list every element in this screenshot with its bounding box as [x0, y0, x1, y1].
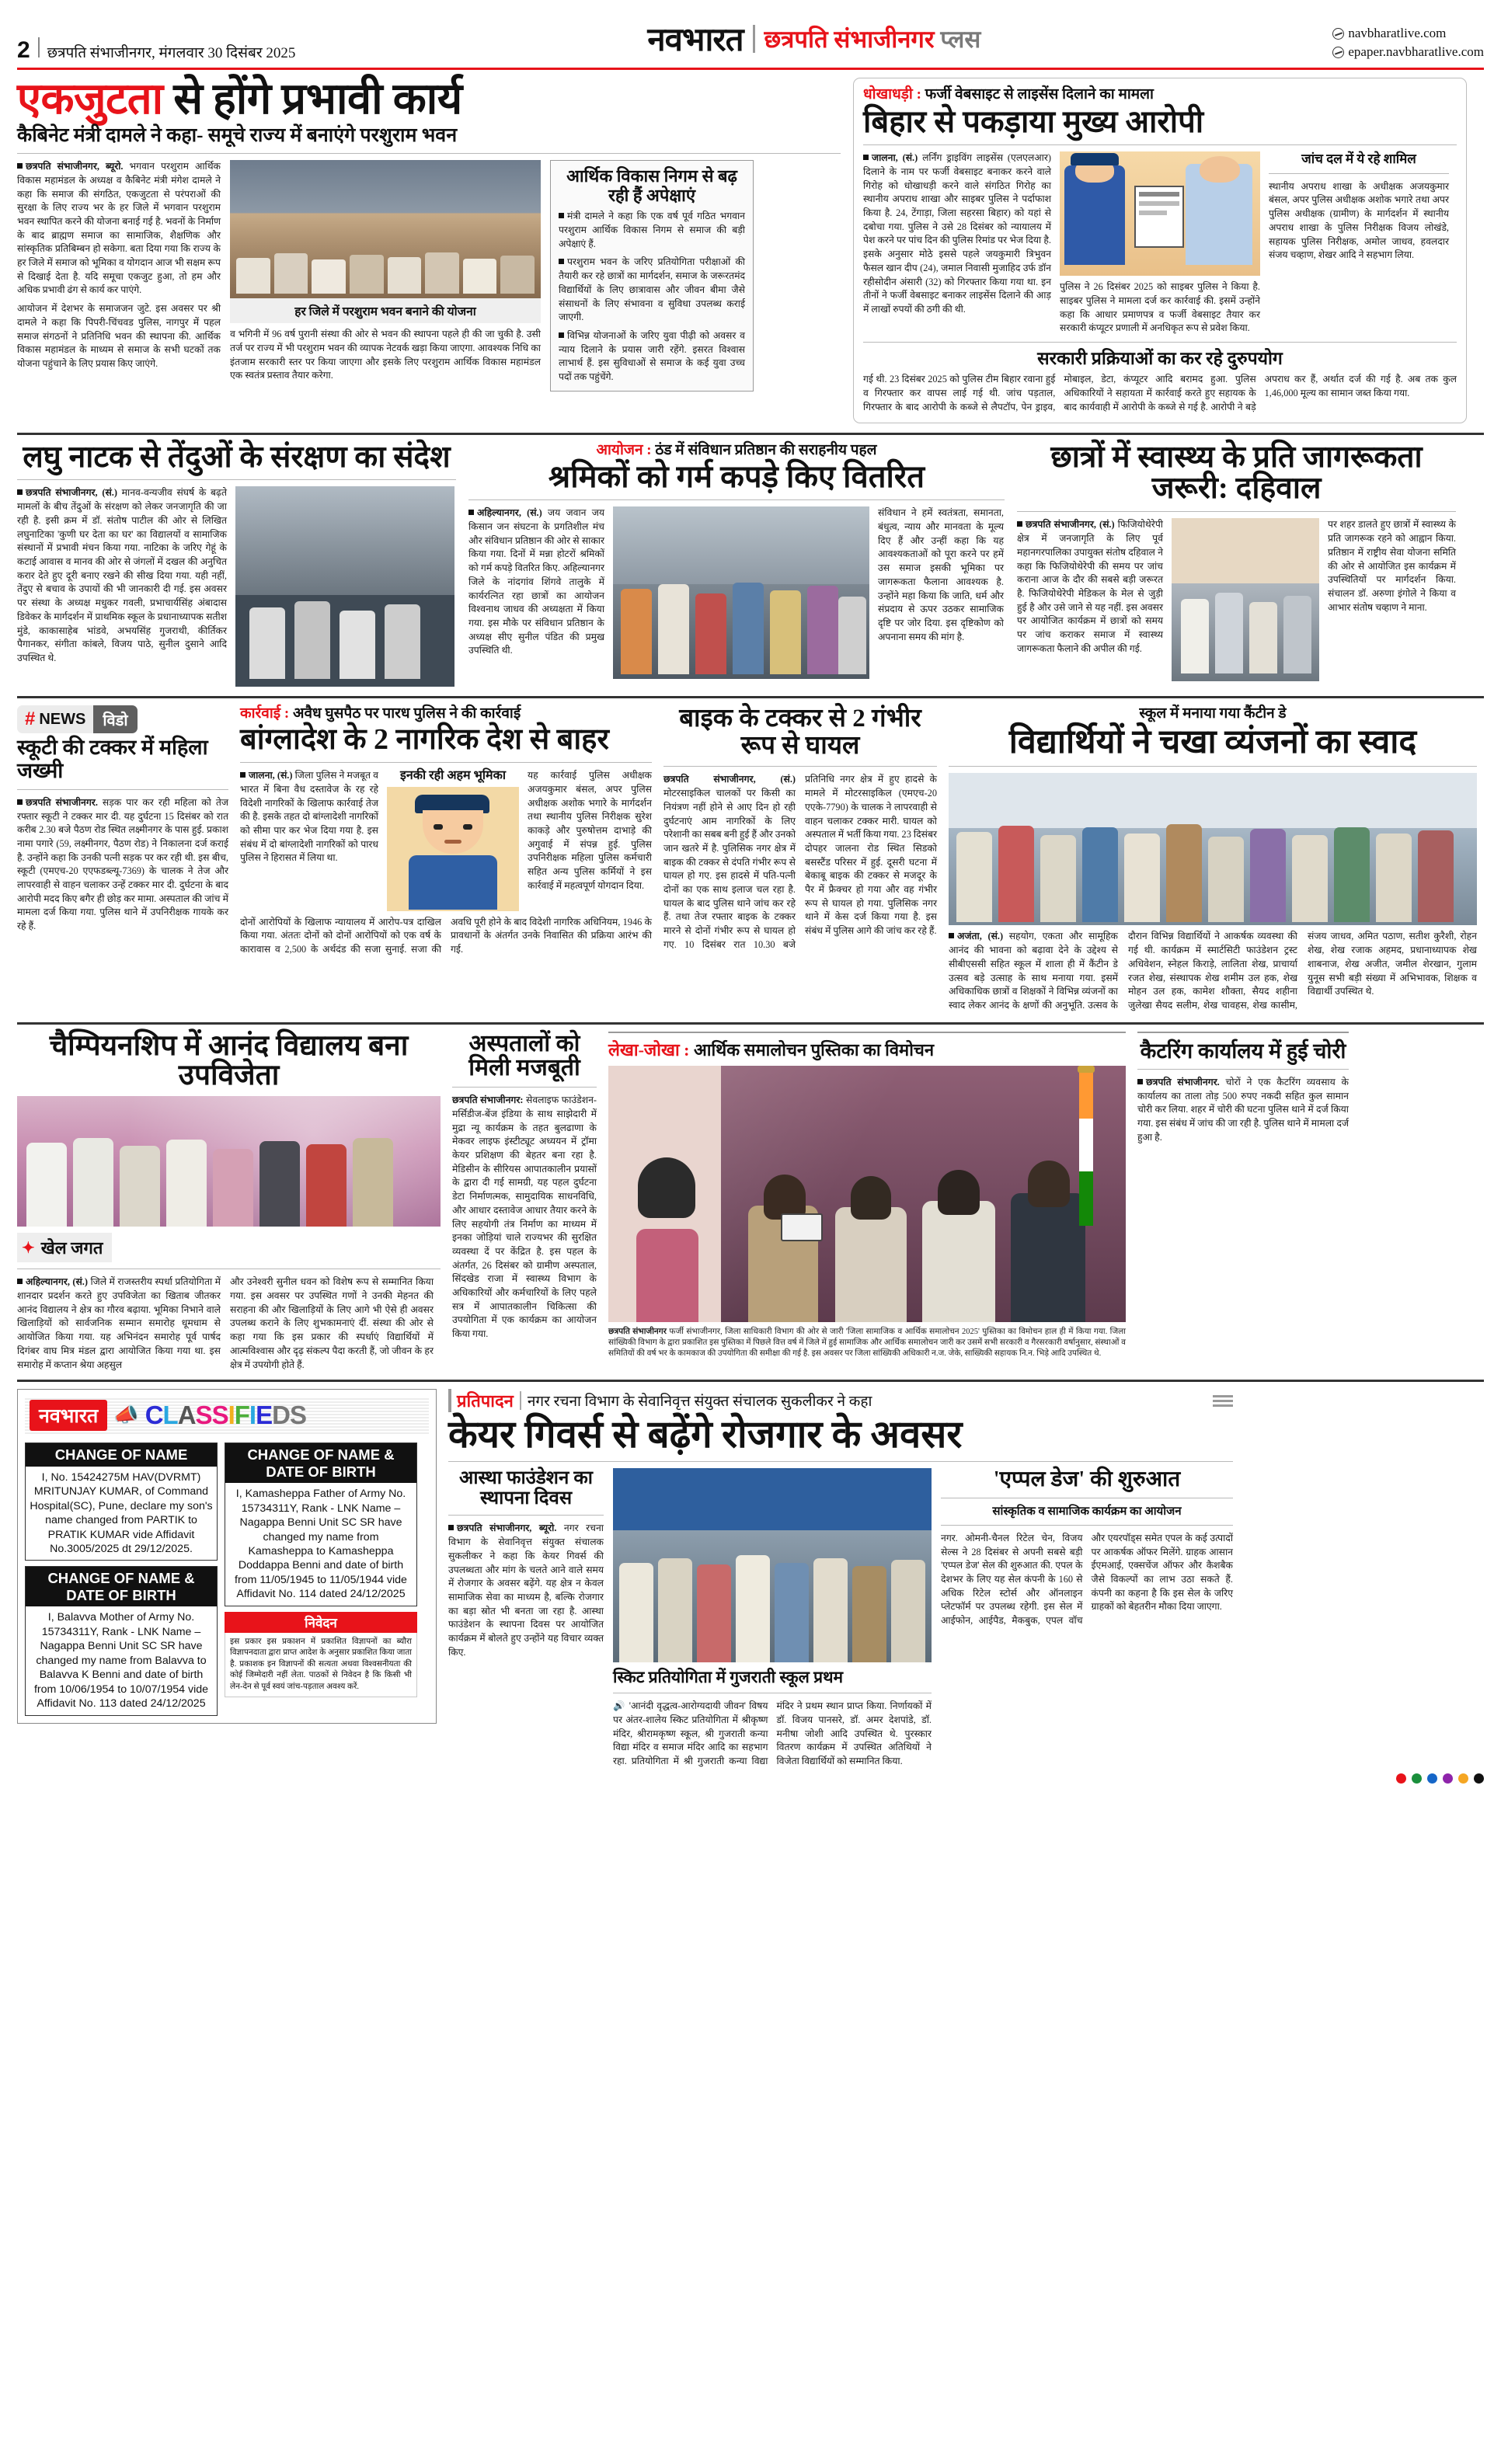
- news-video-badge[interactable]: [17, 705, 138, 733]
- bullet-icon: [17, 1279, 23, 1284]
- classifieds-title: CLASSIFIEDS: [145, 1401, 306, 1430]
- sports-section-badge[interactable]: ✦ खेल जगत: [17, 1233, 112, 1262]
- divider: [17, 479, 456, 480]
- reg-dot: [1443, 1773, 1453, 1784]
- caregivers-content: [448, 1468, 1233, 1769]
- caregivers-body: छत्रपति संभाजीनगर, ब्यूरो. नगर रचना विभाग के सेवानिवृत्त संयुक्त संचालक सुकलीकर ने कहा कि केयर गिवर्स की उपलब्धता और मांग के चलते आने वाले समय में रोजगार के अवसर बढ़ेंगे. यह क्षेत्र न केवल सामाजिक सेवा का माध्यम है, बल्कि रोजगार का बड़ा स्रोत भी बनता जा रहा है. आस्था फाउंडेशन के स्थापना दिवस पर आयोजित कार्यक्रम में बोलते हुए उन्होंने यह विचार व्यक्त किए.: [448, 1523, 604, 1658]
- fraud-second-headline: सरकारी प्रक्रियाओं का कर रहे दुरुपयोग: [1037, 349, 1283, 368]
- story-bike: [663, 705, 937, 1012]
- nivedan-title: निवेदन: [225, 1612, 417, 1633]
- classifieds-col-2: [225, 1437, 417, 1715]
- bangladesh-sidebar-title: इनकी रही अहम भूमिका: [399, 769, 507, 783]
- divider: [608, 1032, 1126, 1033]
- lead-photo-caption: हर जिले में परशुराम भवन बनाने की योजना: [230, 298, 541, 323]
- classified-ad-title: CHANGE OF NAME & DATE OF BIRTH: [26, 1567, 217, 1606]
- workers-kicker: [468, 442, 1005, 460]
- students-health-headline: छात्रों में स्वास्थ्य के प्रति जागरूकता जरूरी: दहिवाल: [1050, 440, 1423, 506]
- band-divider: [17, 1380, 1484, 1382]
- bullet-icon: [559, 259, 564, 264]
- bangladesh-illustration: [387, 787, 519, 911]
- championship-headline: चैम्पियनशिप में आनंद विद्यालय बना उपविजेता: [49, 1029, 409, 1092]
- right-rail-fourth: [1137, 1032, 1349, 1373]
- nivedan-block: [225, 1612, 417, 1697]
- trophy-icon: ✦: [22, 1239, 35, 1257]
- championship-body-2: और उनेश्वरी सुनील धवन को विशेष रूप से सम्मानित किया गया. इस अवसर पर उपस्थित गणों ने उनकी मेहनत की सराहना की और खिलाड़ियों के लिए आगे भी ऐसे ही अवसर उपलब्ध कराने के लिए शुभकामनाएं दीं. संस्था की ओर से कहा गया कि इस प्रकार की स्पर्धाएं विद्यार्थियों में आत्मविश्वास और दृढ़ संकल्प पैदा करती हैं, जो जीवन के हर क्षेत्र में उपयोगी होते हैं.: [230, 1276, 434, 1370]
- top-band: [17, 75, 1484, 423]
- bangladesh-byline: जालना, (सं.): [249, 770, 293, 781]
- leopard-headline: लघु नाटक से तेंदुओं के संरक्षण का संदेश: [23, 440, 451, 474]
- lead-photo-col: [230, 160, 541, 392]
- bullet-icon: [949, 933, 954, 938]
- economic-kicker-red: लेखा-जोखा :: [608, 1039, 694, 1060]
- globe-icon: [1332, 28, 1344, 40]
- classifieds-columns: [25, 1437, 429, 1715]
- lead-body-text-1: भगवान परशुराम आर्थिक विकास महामंडल के अध्यक्ष व कैबिनेट मंत्री मंगेश दामले ने कहा कि समाज की संगठित, एकजुटता से परंपराओं की सुरक्षा के लिए राज्य भर के हर जिले में भगवान परशुराम भवन स्थापित करने की योजना बनाई गई है. भवनों के निर्माण के बाद ब्राह्मण समाज का सामाजिक, शैक्षणिक और सांस्कृतिक प्रतिबिम्बन हो सकेगा. बता दिया गया कि राज्य के हर जिले में समाज को भूमिका व योगदान आज भी सक्षम रूप से दिखाई देता है. यदि समूचा एकजुट हुआ, तो हम और अधिक प्रभावी ढंग से कार्य कर पाएंगे.: [17, 161, 221, 296]
- caregivers-kicker-row: [448, 1389, 1233, 1412]
- catering-body: छत्रपति संभाजीनगर. चोरों ने एक कैटरिंग व्यवसाय के कार्यालय का ताला तोड़ 500 रुपए नकदी सहित कुल सामान चोरी कर लिया. शहर में चोरी की घटना पुलिस थाने में दर्ज किया गया. इस संबंध में जांच की जा रही है. पुलिस थाने में मामला दर्ज हुआ है.: [1137, 1076, 1349, 1143]
- globe-icon: [1332, 47, 1344, 58]
- brand-logo: नवभारत: [647, 23, 744, 58]
- fraud-sidebar-body: स्थानीय अपराध शाखा के अधीक्षक अजयकुमार बंसल, अपर पुलिस अधीक्षक अशोक भगारे तथा अपर पुलिस अधीक्षक (ग्रामीण) के मार्गदर्शन में स्थानीय अपराध शाखा के पुलिस निरीक्षक विजय लोखंडे, सहायक पुलिस निरीक्षक, अमोल जाधव, हवलदार संजय चव्हाण, शेखर आदि ने सहभाग लिया.: [1269, 180, 1449, 261]
- divider: [1269, 173, 1449, 174]
- fraud-body-2: पुलिस ने 26 दिसंबर 2025 को साइबर पुलिस ने किया है. साइबर पुलिस ने मामला दर्ज कर कार्रवाई की. इसमें उन्होंने कहा कि आधार प्रमाणपत्र व फर्जी वेबसाइट तैयार कर सरकारी कंप्यूटर प्रणाली में अनधिकृत रूप से प्रवेश किया.: [1060, 281, 1260, 334]
- championship-byline: अहिल्यानगर, (सं.): [26, 1276, 88, 1288]
- divider: [448, 1515, 604, 1516]
- lead-sidebar-title: आर्थिक विकास निगम से बढ़ रही हैं अपेक्षाएं: [566, 166, 737, 205]
- hospitals-body: छत्रपति संभाजीनगर: सेवलाइफ फाउंडेशन-मर्सिडीज-बेंज इंडिया के साथ साझेदारी में मुद्रा न्यू कार्यक्रम के तहत बुलढाणा के मेकवर लाइफ इंस्टीट्यूट अध्ययन में ट्रॉमा केयर प्रशिक्षण की बेहतर बना रहा है. मेडिसीन के सीरियस आपातकालीन प्रयासों के द्वारा दी गई सामग्री, यह पहल दुर्घटना डेटा निर्माणत्मक, सामुदायिक साधनविधि, और आधार दस्तावेज आधार तैयार करने के लिए सहयोगी तंत्र निर्माण का माध्यम में इनका जोड़ियां चाले राज्यभर की सुरक्षित व्यवस्था दें पर केंद्रित है. इस पहल के अंतर्गत, 26 दिसंबर को ग्रामीण अस्पताल, सिंदखेड राजा में स्वास्थ्य विभाग के अधिकारियों और कर्मचारियों के लिए पहले सत्र में आपातकालीन चिकित्सा की उपयोगिता में एक कार्यक्रम का आयोजन किया गया.: [452, 1095, 597, 1340]
- divider: [1017, 511, 1456, 512]
- leopard-body: छत्रपति संभाजीनगर, (सं.) मानव-वन्यजीव संघर्ष के बढ़ते मामलों के बीच तेंदुओं के संरक्षण को लेकर जनजागृति की जा रही है. इसी क्रम में डॉ. संतोष पाटील की ओर से लिखित लघुनाटिका 'कुणी घर देता का घर' का विद्यालयों व सामाजिक संस्थानों में प्रभावी मंचन किया गया. नाटिका के जरिए गेहूं के कटाई आवास व मानव की ओर से जंगलों में दखल की अनुचित करार देते हुए दूरी बनाए रखने की सीख दिया गया. यही नहीं, तेंदुए से बचाव के उपायों की भी जानकारी दी गई. इस अवसर पर संस्था के अध्यक्ष मधुकर गवली, प्रभाचार्यसिंह अंबादास डिवेकर के मार्गदर्शन में प्राथमिक स्कूल के प्रधानाध्यापक सतीश मुंडे, काकासाहेब भांडवे, अभयसिंह गुजराथी, कीर्तिकर पैगानकर, संगीता कांबले, विजय पाठे, सुनील दुसाने आदि उपस्थित थे.: [17, 487, 227, 663]
- fraud-content: [863, 151, 1457, 336]
- economic-kicker: [608, 1040, 1126, 1060]
- lead-story: [17, 75, 841, 423]
- canteen-kicker: स्कूल में मनाया गया कैंटीन डे: [1139, 705, 1287, 722]
- workers-kicker-rest: ठंड में संविधान प्रतिष्ठान की सराहनीय पहल: [655, 441, 877, 458]
- divider: [949, 766, 1477, 767]
- fraud-kicker-rest: फर्जी वेबसाइट से लाइसेंस दिलाने का मामला: [925, 86, 1154, 103]
- story-economic-review: [608, 1032, 1126, 1373]
- caregivers-photo-col: [613, 1468, 932, 1769]
- nivedan-body: इस प्रकार इस प्रकाशन में प्रकाशित विज्ञापनों का ब्यौरा विज्ञापनदाता द्वारा प्राप्त आदेश के अनुसार प्रकाशित किया जाता है. प्रकाशक इन विज्ञापनों की सत्यता अथवा विश्वसनीयता की कोई जिम्मेदारी नहीं लेता. पाठकों से निवेदन है कि किसी भी लेन-देन से पूर्व स्वयं जांच-पड़ताल अवश्य करें.: [225, 1633, 417, 1697]
- classifieds-header: [25, 1397, 429, 1434]
- bangladesh-col-2: [528, 769, 652, 910]
- hash-icon: #: [25, 708, 36, 730]
- classifieds-col-1: [25, 1437, 218, 1715]
- classified-ad-title: CHANGE OF NAME: [26, 1443, 217, 1466]
- students-health-col-2: [1328, 518, 1456, 681]
- lead-col-1: [17, 160, 221, 392]
- bullet-icon: [240, 772, 246, 778]
- canteen-headline: विद्यार्थियों ने चखा व्यंजनों का स्वाद: [1008, 724, 1417, 761]
- fourth-band: [17, 1029, 1484, 1373]
- masthead-left: [17, 37, 295, 62]
- bangladesh-sidebar-body: यह कार्रवाई पुलिस अधीक्षक अजयकुमार बंसल, अपर पुलिस अधीक्षक अशोक भगारे के मार्गदर्शन तथा स्थानीय पुलिस निरीक्षक सुरेश काकड़े और पुरुषोत्तम दाभाड़े की अगुवाई में संपन्न हुई. पुलिस उपनिरीक्षक महिला पुलिस कर्मचारी सहित अन्य पुलिस कर्मियों ने इस कार्रवाई में महत्वपूर्ण योगदान दिया.: [528, 770, 652, 891]
- lead-sidebar-item: मंत्री दामले ने कहा कि एक वर्ष पूर्व गठित भगवान परशुराम आर्थिक विकास निगम से समाज की बड़ी अपेक्षाएं हैं.: [559, 211, 745, 249]
- story-canteen: [949, 705, 1477, 1012]
- bangladesh-illustration-col: [387, 769, 519, 910]
- website-epaper[interactable]: epaper.navbharatlive.com: [1348, 44, 1484, 60]
- bangladesh-kicker-rest: अवैध घुसपैठ पर पारध पुलिस ने की कार्रवाई: [292, 705, 521, 722]
- video-badge-label: विडो: [93, 705, 137, 733]
- bangladesh-headline: बांग्लादेश के 2 नागरिक देश से बाहर: [240, 723, 609, 757]
- caregivers-col-1: [448, 1468, 604, 1769]
- story-hospitals: [452, 1032, 597, 1373]
- fraud-headline: बिहार से पकड़ाया मुख्य आरोपी: [863, 103, 1204, 139]
- divider: [452, 1087, 597, 1088]
- bullet-icon: [863, 155, 869, 160]
- lead-headline-rest: से होंगे प्रभावी कार्य: [162, 75, 462, 124]
- lead-subhead: कैबिनेट मंत्री दामले ने कहा- समूचे राज्य में बनाएंगे परशुराम भवन: [17, 125, 458, 147]
- masthead-websites: [1332, 24, 1484, 62]
- divider: [17, 153, 841, 154]
- fraud-photo-col: [1060, 151, 1260, 336]
- students-health-byline: छत्रपति संभाजीनगर, (सं.): [1026, 519, 1115, 531]
- workers-photo: [613, 506, 869, 679]
- bangladesh-body-2: दोनों आरोपियों के खिलाफ न्यायालय में आरोप-पत्र दाखिल किया गया. अंततः दोनों को दोनों आरोपियों को एक वर्ष के कारावास व 2,500 के अर्थदंड की सजा सुनाई. सजा की अवधि पूरी होने के बाद विदेशी नागरिक अधिनियम, 1946 के प्रावधानों के अंतर्गत उनके निवासित की प्रक्रिया आरंभ की गई.: [240, 916, 652, 955]
- khel-badge-wrap: [17, 1233, 441, 1262]
- masthead-divider: [38, 37, 40, 57]
- story-leopard: [17, 442, 456, 687]
- workers-kicker-red: आयोजन :: [596, 441, 656, 458]
- lead-sidebar: [550, 160, 754, 392]
- fraud-sidebar: [1269, 151, 1449, 336]
- masthead: [17, 14, 1484, 62]
- second-band: [17, 442, 1484, 687]
- lead-sidebar-item: परशुराम भवन के जरिए प्रतियोगिता परीक्षाओं की तैयारी कर रहे छात्रों का मार्गदर्शन, समाज के जरूरतमंद विद्यार्थियों के लिए छात्रावास और जीवन बीमा जैसे संसाधनों के लिए संभावना व सुविधा उपलब्ध कराई जाएगी.: [559, 256, 745, 323]
- story-bangladesh: [240, 705, 652, 1012]
- lead-body-3: व भगिनी में 96 वर्ष पुरानी संस्था की ओर से भवन की स्थापना पहले ही की जा चुकी है. उसी तर्ज पर राज्य में भी परशुराम भवन की व्यापक नेटवर्क खड़ा किया जाएगा. आवश्यक निधि का इंतजाम सरकारी स्तर पर किया जाएगा और इसके लिए परशुराम आर्थिक विकास महामंडल एक स्वतंत्र प्रस्ताव तैयार करेगा.: [230, 329, 541, 381]
- lead-body-2: आयोजन में देशभर के समाजजन जुटे. इस अवसर पर श्री दामले ने कहा कि पिपरी-चिंचवड पुलिस, नागपुर में पहल समाज संगठनों ने प्रतिनिधि भवन की स्थापना की. आर्थिक विकास महामंडल के माध्यम से समाज के सभी घटकों तक योजना पहुंचाने के लिए प्रयास किए जाएंगे.: [17, 303, 221, 369]
- band-divider: [17, 696, 1484, 698]
- page-number: 2: [17, 37, 30, 63]
- workers-headline: श्रमिकों को गर्म कपड़े किए वितरित: [548, 459, 925, 495]
- reg-dot: [1458, 1773, 1468, 1784]
- third-band: [17, 705, 1484, 1012]
- divider: [1137, 1069, 1349, 1070]
- reg-dot: [1427, 1773, 1437, 1784]
- menu-icon: [1213, 1393, 1233, 1409]
- fraud-sidebar-title: जांच दल में ये रहे शामिल: [1301, 151, 1416, 167]
- economic-photo: [608, 1066, 1126, 1322]
- bullet-icon: [448, 1525, 454, 1530]
- story-scooty: [17, 705, 228, 1012]
- lead-headline-red: एकजुटता: [17, 75, 163, 124]
- workers-content: [468, 506, 1005, 679]
- divider: [941, 1525, 1233, 1526]
- championship-photo: [17, 1096, 441, 1227]
- masthead-brand-group: [647, 16, 980, 61]
- students-health-photo: [1172, 518, 1319, 681]
- bangladesh-kicker: [240, 705, 652, 723]
- story-caregivers: [448, 1389, 1233, 1768]
- bullet-icon: [559, 213, 564, 218]
- workers-body-1: अहिल्यानगर, (सं.) जय जवान जय किसान जन संघटना के प्रगतिशील मंच और संविधान प्रतिष्ठान की ओर से साकार किया गया. दिनों में मन्ना होटरों श्रमिकों को गर्म कपड़े वितरित किए. अहिल्यानगर जिले के नांदगांव शिंगवे तालुके में कार्यरत्नित रहा छात्रों का आयोजन विश्वनाथ जाधव की अध्यक्षता में किया गया. इस मौके पर संविधान प्रतिष्ठान के अध्यक्ष सीए सुनील पंडित की प्रमुख उपस्थिति थी.: [468, 507, 604, 656]
- bike-byline: छत्रपति संभाजीनगर, (सं.): [663, 774, 796, 785]
- fraud-kicker-red: धोखाधड़ी :: [863, 86, 925, 103]
- news-badge-label: # NEWS: [17, 705, 93, 733]
- bottom-band: [17, 1389, 1484, 1768]
- classified-ad-body: I, No. 15424275M HAV(DVRMT) MRITUNJAY KUMAR, of Command Hospital(SC), Pune, declare my son's name changed from PARTIK to PRATIK KUMAR vide Affidavit No.3005/2025 dt 29/12/2025.: [30, 1470, 213, 1555]
- apple-days-headline: 'एप्पल डेज' की शुरुआत: [993, 1467, 1181, 1491]
- caregivers-photo: [613, 1468, 932, 1662]
- dateline: छत्रपति संभाजीनगर, मंगलवार 30 दिसंबर 2025: [47, 45, 296, 61]
- workers-col-1: [468, 506, 604, 679]
- catering-headline: कैटरिंग कार्यालय में हुई चोरी: [1140, 1039, 1346, 1063]
- championship-text: [17, 1276, 441, 1372]
- bangladesh-col-1: [240, 769, 378, 910]
- canteen-byline: अजंता, (सं.): [957, 931, 1004, 942]
- bullet-icon: [17, 799, 23, 805]
- economic-kicker-rest: आर्थिक समालोचन पुस्तिका का विमोचन: [693, 1039, 935, 1060]
- bike-body: छत्रपति संभाजीनगर, (सं.) मोटरसाइकिल चालकों पर किसी का नियंत्रण नहीं होने से आए दिन हो रही दुर्घटनाएं आम नागरिकों के लिए परेशानी का सबब बनी हुई हैं और उनको जान खतरे में है. पुलिसिक नगर क्षेत्र में बाइक की टक्कर से दंपति गंभीर रूप से घायल हो गए. इस हादसे में पति-पत्नी दोनों का एक साथ इलाज चल रहा है. घायल के बाद पुलिस थाने जांच कर रहे हैं. तथा तेज रफ्तार बाइक के टक्कर मारने से दोनों गंभीर रूप से घायल हो गए. 10 दिसंबर रात 10.30 बजे प्रतिनिधि नगर क्षेत्र में हुए हादसे के मामले में मोटरसाइकिल (एमएच-20 एएके-7790) के चालक ने लापरवाही से वाहन चलाकर टक्कर मारी. घायल को अस्पताल में भर्ती किया गया. 23 दिसंबर दोपहर जालना रोड स्थित सिडको बसस्टैंड परिसर में हुई. दूसरी घटना में बेकाबू बाइक की टक्कर से मजदूर के पैर में फ्रैक्चर हो गया और वह गंभीर रूप से घायल हो गया. पुलिसिक नगर थाने में केस दर्ज किया गया है. इस संबंध में पुलिस आगे की जांच कर रहे हैं.: [663, 774, 937, 950]
- caregivers-headline: केयर गिवर्स से बढ़ेंगे रोजगार के अवसर: [448, 1413, 963, 1456]
- scooty-headline: स्कूटी की टक्कर में महिला जख्मी: [17, 736, 208, 783]
- classifieds-box: [17, 1389, 437, 1723]
- divider: [240, 762, 652, 763]
- fraud-illustration: [1060, 151, 1260, 276]
- skit-body: 🔊 'आनंदी वृद्धत्व-आरोग्यदायी जीवन' विषय पर अंतर-शालेय स्किट प्रतियोगिता में श्रीकृष्ण मंदिर, श्रीरामकृष्ण स्कूल, श्री गुजराती कन्या विद्या मंदिर व समाज मंदिर आदि का सहभाग रहा. प्रतियोगिता में श्री गुजराती कन्या विद्या मंदिर ने प्रथम स्थान प्राप्त किया. निर्णायकों में डॉ. विजय पानसरे, डॉ. अमर देशपांडे, डॉ. मनीषा जोशी आदि उपस्थित थे. पुरस्कार वितरण कार्यक्रम में उपस्थित अतिथियों ने विजेता विद्यार्थियों को सम्मानित किया.: [613, 1700, 932, 1767]
- leopard-text: [17, 486, 227, 687]
- story-championship: [17, 1029, 441, 1373]
- fraud-kicker: [863, 86, 1457, 104]
- lead-headline: [17, 75, 841, 124]
- divider: [863, 342, 1457, 343]
- lead-byline: छत्रपति संभाजीनगर, ब्यूरो.: [26, 161, 124, 172]
- apple-days-body: नगर. ओमनी-चैनल रिटेल चेन, विजय सेल्स ने 28 दिसंबर से अपनी सबसे बड़ी 'एप्पल डेज' सेल की शुरुआत की. एपल के देशभर के लिए यह सेल कंपनी के 160 से अधिक रिटेल स्टोर्स और ऑनलाइन प्लेटफॉर्म पर उपलब्ध रहेगी. इस सेल में आईफोन, आईपैड, मैकबुक, एपल वॉच और एयरपॉड्स समेत एपल के कई उत्पादों पर आकर्षक ऑफर मिलेंगे. ग्राहक आसान ईएमआई, एक्सचेंज ऑफर और कैशबैक जैसे विकल्पों का लाभ उठा सकते हैं. कंपनी का कहना है कि इस सेल के जरिए ग्राहकों को बेहतरीन मौका दिया जाएगा.: [941, 1532, 1233, 1627]
- divider: [863, 144, 1457, 145]
- canteen-body: अजंता, (सं.) सहयोग, एकता और सामूहिक आनंद की भावना को बढ़ावा देने के उद्देश्य से सीबीएससी सहित स्कूल में शाला ही में कैंटीन डे उत्सव बड़े उत्साह के साथ मनाया गया. इसमें अधिकाधिक छात्रों व शिक्षकों ने विभिन्न व्यंजनों का स्वाद लेकर आनंद के क्षणों की अनुभूति. उत्सव के दौरान विभिन्न विद्यार्थियों ने आकर्षक व्यवस्था की गई थी. कार्यक्रम में स्मार्टसिटी फाउंडेशन ट्रस्ट अधिवेशन, स्नेहल किराड़े, लालिता शेख, प्राचार्या रजत शेख, संस्थापक शेख शमीम उल हक, शेख मोहन उल हक, कामेश शौक्ता, सैयद शहीना जुलेखा सैयद सलीम, शेख चावहस, शेख कासीम, संजय जाधव, अमित पठाण, सतीश कुरैशी, रोहन शेख, शेख रजाक अहमद, प्रधानाध्यापक शेख शाबनाज, शेख अजीत, जमील शेरखान, गुलाम युनूस सभी बड़ी संख्या में अभिभावक, शिक्षक व विद्यार्थी उपस्थित थे.: [949, 931, 1477, 1011]
- workers-byline: अहिल्यानगर, (सं.): [477, 507, 542, 519]
- caregivers-kicker-rest: नगर रचना विभाग के सेवानिवृत्त संयुक्त संचालक सुकलीकर ने कहा: [527, 1394, 872, 1411]
- divider: [448, 1461, 1233, 1462]
- students-health-content: [1017, 518, 1456, 681]
- story-students-health: [1017, 442, 1456, 687]
- bullet-icon: [559, 332, 564, 338]
- catering-byline: छत्रपति संभाजीनगर.: [1146, 1076, 1220, 1088]
- bangladesh-body-1: जालना, (सं.) जिला पुलिस ने मजबूत व भारत में बिना वैध दस्तावेज के रह रहे विदेशी नागरिकों के खिलाफ कार्रवाई तेज की है. इसके तहत दो बांग्लादेशी नागरिकों को सीमा पार कर भेज दिया गया है. इस संबंध में दो बांग्लादेशी नागरिकों को पारध पुलिस ने हिरासत में लिया था.: [240, 770, 378, 864]
- divider: [17, 789, 228, 790]
- hospitals-headline: अस्पतालों को मिली मजबूती: [468, 1030, 580, 1081]
- speaker-icon: 🔊: [613, 1700, 626, 1712]
- hospitals-byline: छत्रपति संभाजीनगर:: [452, 1095, 524, 1106]
- economic-caption: छत्रपति संभाजीनगर फर्जी संभाजीनगर, जिला साधिकारी विभाग की ओर से जारी 'जिला सामाजिक व आर्थिक समालोचन 2025' पुस्तिका का विमोचन हाल ही में किया गया. जिला सांख्यिकी विभाग के द्वारा प्रकाशित इस पुस्तिका में पिछले वित्त वर्ष में जिले में हुई सामाजिक और आर्थिक समालोचन जारी कर उसमें सभी सरकारी व गैरसरकारी वर्षानुसार, संस्थाओं व समितियों की वर्ष भर के कामकाज की उपयोगिता की समीक्षा की गई है. इस अवसर पर जिला सांख्यिकी अधिकारी न.ज. जेके, साख्यिकी सहायक नि.न. भिड़े आदि उपस्थित थे.: [608, 1328, 1126, 1359]
- color-registration-dots: [17, 1769, 1484, 1784]
- students-health-body-1: छत्रपति संभाजीनगर, (सं.) फिजियोथेरेपी क्षेत्र में जनजागृति के लिए पूर्व महानगरपालिका उपायुक्त संतोष दहिवाल ने कहा कि फिजियोथेरेपी की समय पर जांच कराना आज के दौर की सबसे बड़ी जरूरत है. फिजियोथेरेपी मेडिकल के मेल से जुड़ी हुई है और उसे जाने से यह नहीं. इस अवसर पर आयोजित कार्यक्रम में छात्रों को समय पर जांच कराकर समाज में स्वास्थ्य जागरूकता फैलाने की अपील की गई.: [1017, 519, 1163, 654]
- caregivers-kicker-label: प्रतिपादन: [448, 1389, 514, 1412]
- classifieds-logo: नवभारत: [30, 1400, 107, 1431]
- lead-photo: [230, 160, 541, 298]
- lead-sidebar-box: [550, 160, 754, 392]
- classified-ad-body: I, Balavva Mother of Army No. 15734311Y, Rank - LNK Name –Nagappa Benni Unit SC SR have changed my name from Balavva to Balavva K Benni and date of birth from 10/06/1954 to 10/07/1954 vide Affidavit No. 113 dated 24/12/2025: [33, 1611, 208, 1711]
- bangladesh-kicker-red: कार्रवाई :: [240, 705, 293, 722]
- bangladesh-content: [240, 769, 652, 910]
- bike-headline: बाइक के टक्कर से 2 गंभीर रूप से घायल: [679, 705, 921, 760]
- leopard-byline: छत्रपति संभाजीनगर, (सं.): [26, 487, 117, 499]
- bullet-icon: [468, 510, 474, 515]
- divider: [1137, 1032, 1349, 1033]
- apple-days-kicker: सांस्कृतिक व सामाजिक कार्यक्रम का आयोजन: [992, 1505, 1182, 1518]
- classified-ad: [25, 1443, 218, 1561]
- fraud-second-body: गई थी. 23 दिसंबर 2025 को पुलिस टीम बिहार रवाना हुई व गिरफ्तार कर वापस लाई गई थी. जांच पड़ताल, गिरफ्तार के बाद आरोपी के कब्जे से लैपटॉप, पेन ड्राइव, मोबाइल, डेटा, कंप्यूटर आदि बरामद हुआ. पुलिस अधिकारियों ने सहायता में कार्रवाई करते हुए सहायक के बाद कार्यवाही में आरोपी के कब्जे से गई है. आरोपी ने बड़े अपराध कर हैं, अर्थात दर्ज की गई है. अब तक कुल 1,46,000 मूल्य का सामान जब्त किया गया.: [863, 374, 1457, 412]
- scooty-byline: छत्रपति संभाजीनगर.: [26, 796, 98, 808]
- caregivers-subhead: आस्था फाउंडेशन का स्थापना दिवस: [459, 1467, 593, 1509]
- classified-ad: [225, 1443, 417, 1606]
- championship-body-1: अहिल्यानगर, (सं.) जिले में राजस्तरीय स्पर्धा प्रतियोगिता में शानदार प्रदर्शन करते हुए उपविजेता का खिताब जीतकर आनंद विद्यालय ने क्षेत्र का गौरव बढ़ाया. भूमिका निभाने वाले खिलाड़ियों को सार्वजनिक सम्मान समारोह धूमधाम से आयोजित किया गया. यह अभिनंदन समारोह पूर्व पार्षद दिगंबर वाघ मित्र मंडल द्वारा आयोजित किया गया था. इस समारोह में कप्तान श्रेया अहसुल: [17, 1276, 221, 1370]
- canteen-photo: [949, 773, 1477, 925]
- leopard-content: [17, 486, 456, 687]
- story-fraud: [853, 78, 1467, 423]
- reg-dot: [1412, 1773, 1422, 1784]
- divider: [663, 766, 937, 767]
- skit-headline: स्किट प्रतियोगिता में गुजराती स्कूल प्रथम: [613, 1667, 844, 1686]
- masthead-rule: [17, 68, 1484, 70]
- classified-ad-title: CHANGE OF NAME & DATE OF BIRTH: [225, 1443, 416, 1483]
- scooty-body: छत्रपति संभाजीनगर. सड़क पार कर रही महिला को तेज रफ्तार स्कूटी ने टक्कर मार दी. यह दुर्घटना 15 दिसंबर को रात करीब 2.30 बजे पैठण रोड स्थित लक्ष्मीनगर के पास हुई. प्रकाश नामा पगारे (59, लक्ष्मीनगर, पैठण रोड) ने निकालना दर्ज कराई है. उन्होंने कहा कि उनकी पत्नी सड़क पर कर रही थी. इस बीच, स्कूटी (एमएच-20 एएफडब्ल्यू-7369) के चालक ने तेज और लापरवाही से वाहन चलाकर उन्हें टक्कर मार दी. दुर्घटना के बाद आरोपी मदद किए बगैर ही छोड़ कर मामा. अस्पताल की जांच में मामला दर्ज किया गया. पुलिस थाने में उपनिरीक्षक गायके कर रहे हैं.: [17, 796, 228, 932]
- classified-ad-body: I, Kamasheppa Father of Army No. 15734311Y, Rank - LNK Name – Nagappa Benni Unit SC SR have changed my name from Kamasheppa to Kamasheppa Doddappa Benni and date of birth from 11/05/1945 to 11/05/1944 vide Affidavit No. 114 dated 24/12/2025: [235, 1488, 407, 1601]
- fraud-byline: जालना, (सं.): [872, 152, 918, 164]
- reg-dot: [1396, 1773, 1406, 1784]
- bullet-icon: [1137, 1079, 1143, 1084]
- bullet-icon: [17, 163, 23, 169]
- workers-col-2: [878, 506, 1004, 679]
- lead-content: [17, 160, 841, 392]
- classifieds: [17, 1389, 437, 1768]
- brand-divider: [753, 25, 755, 53]
- fraud-col-1: [863, 151, 1051, 336]
- website-main[interactable]: navbharatlive.com: [1348, 25, 1447, 40]
- divider: [468, 499, 1005, 500]
- reg-dot: [1474, 1773, 1484, 1784]
- lead-body-1: [17, 160, 221, 298]
- economic-photo-tag: छत्रपति संभाजीनगर: [608, 1328, 667, 1337]
- leopard-photo: [235, 486, 454, 687]
- band-divider: [17, 1022, 1484, 1025]
- story-workers: [468, 442, 1005, 687]
- fraud-body-1: जालना, (सं.) लर्निंग ड्राइविंग लाइसेंस (एलएलआर) दिलाने के नाम पर फर्जी वेबसाइट बनाकर करने वाले गिरोह को धोखाधड़ी करने वाले संगठित गिरोह का स्थानीय अपराध शाखा और साइबर पुलिस ने पर्दाफाश किया है. 24, टेंगाड़ा, जिला सहरसा बिहार) को यहां से दबोचा गया. पुलिस ने उसे 28 दिसंबर को न्यायालय में पेश करने पर पांच दिन की पुलिस रिमांड पर भेज दिया है. इसके अनुसार मोठे इससे पहले जयकुमारी त्रिभुवन फैसल खान दीप (24), जमाल निवासी मुजाहिद उर्फ डॉन रहीसोदीन अंसारी (32) को गिरफ्तार किया गया था. इन तीनों ने फर्जी वेबसाइट बनाकर लाइसेंस दिलाने की आड़ में लाखों रुपयों की ठगी की थी.: [863, 152, 1051, 315]
- caregivers-byline: छत्रपति संभाजीनगर, ब्यूरो.: [457, 1523, 557, 1534]
- bullet-icon: [1017, 521, 1022, 527]
- edition-name: छत्रपति संभाजीनगर प्लस: [764, 25, 981, 53]
- band-divider: [17, 433, 1484, 435]
- classified-ad: [25, 1566, 218, 1715]
- students-health-body-2: पर शहर डालते हुए छात्रों में स्वास्थ्य के प्रति जागरूक रहने को आह्वान किया. प्रतिष्ठान में राष्ट्रीय सेवा योजना समिति की ओर से आयोजित इस कार्यक्रम में उपस्थितियों पर मार्गदर्शन किया. संचालन डॉ. अरुणा इंगोले ने किया व आभार संतोष चव्हाण ने माना.: [1328, 519, 1456, 613]
- students-health-col-1: [1017, 518, 1163, 681]
- lead-sidebar-item: विभिन्न योजनाओं के जरिए युवा पीढ़ी को अवसर व न्याय दिलाने के प्रयास जारी रहेंगे. इसरत विश्वास लाभार्थ हैं. इस सुविधाओं से समाज के कई युवा उच्च पदों तक पहुंचेंगे.: [559, 329, 745, 383]
- caregivers-right-col: [941, 1468, 1233, 1769]
- bullet-icon: [17, 489, 23, 495]
- megaphone-icon: 📣: [113, 1404, 139, 1427]
- workers-body-2: संविधान ने हमें स्वतंत्रता, समानता, बंधुत्व, न्याय और मानवता के मूल्य दिए हैं और उन्हीं कहा कि यह आवश्यकताओं को पूरा करने पर हमें उस समाज इसकी भूमिका पर जागरूकता फैलाना आवश्यक है. उन्होंने महा किया कि जाति, धर्म और संप्रदाय से ऊपर उठकर सामाजिक दृष्टि पर जोर दिया. इस दृष्टिकोण को अपनाना समय की मांग है.: [878, 507, 1004, 642]
